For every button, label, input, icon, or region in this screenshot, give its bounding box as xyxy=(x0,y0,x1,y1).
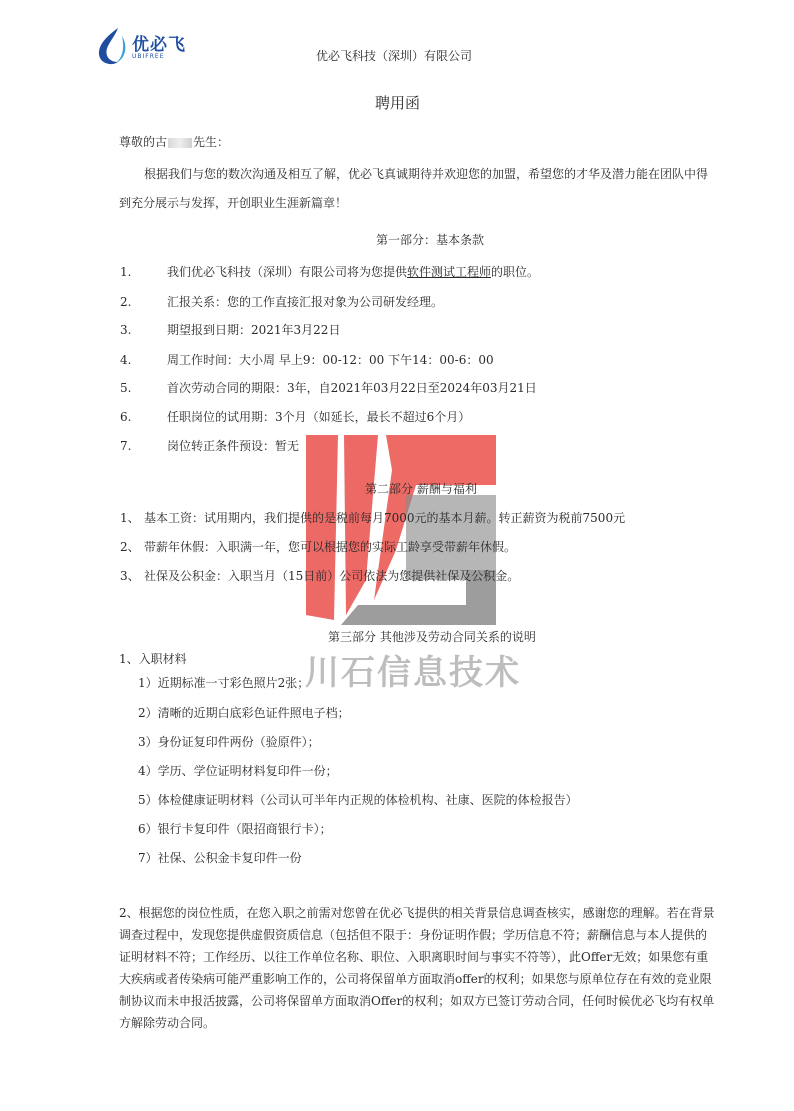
material-item: 7）社保、公积金卡复印件一份 xyxy=(138,851,302,865)
item-number: 1. xyxy=(120,265,132,279)
item-number: 2、 xyxy=(120,540,140,554)
para2-line: 制协议而未申报活披露，公司将保留单方面取消Offer的权利；如双方已签订劳动合同，任何时候优必飞均有权单 xyxy=(119,994,715,1008)
item-text: 任职岗位的试用期：3个月（如延长，最长不超过6个月） xyxy=(167,410,471,424)
part3-heading: 第三部分 其他涉及劳动合同关系的说明 xyxy=(328,630,536,644)
salutation-prefix: 尊敬的古 xyxy=(119,135,168,149)
material-item: 1）近期标准一寸彩色照片2张； xyxy=(138,676,310,690)
redacted-name xyxy=(168,138,192,148)
item-text: 基本工资：试用期内，我们提供的是税前每月7000元的基本月薪。转正薪资为税前7500元 xyxy=(144,511,626,525)
salutation xyxy=(119,134,229,150)
company-logo xyxy=(94,26,194,66)
watermark-text: 川石信息技术 xyxy=(305,653,521,693)
material-item: 5）体检健康证明材料（公司认可半年内正规的体检机构、社康、医院的体检报告） xyxy=(138,793,578,807)
para2-line: 大疾病或者传染病可能严重影响工作的，公司将保留单方面取消offer的权利；如果您与原单位存在有效的竞业限 xyxy=(119,972,712,986)
item-text: 岗位转正条件预设：暂无 xyxy=(167,439,300,453)
salutation-suffix: 先生： xyxy=(193,135,230,149)
item-text-pre: 我们优必飞科技（深圳）有限公司将为您提供 xyxy=(167,265,408,279)
item-number: 5. xyxy=(120,381,132,395)
item-text: 汇报关系：您的工作直接汇报对象为公司研发经理。 xyxy=(167,295,444,309)
item-text: 首次劳动合同的期限：3年，自2021年03月22日至2024年03月21日 xyxy=(167,381,537,395)
material-item: 2）清晰的近期白底彩色证件照电子档； xyxy=(138,706,350,720)
logo-subtext: UBIFREE xyxy=(132,53,165,60)
item-text: 周工作时间：大小周 早上9：00-12：00 下午14：00-6：00 xyxy=(167,353,494,367)
item-number: 4. xyxy=(120,353,132,367)
part1-heading: 第一部分：基本条款 xyxy=(376,233,485,247)
item-number: 3、 xyxy=(120,569,140,583)
item-text-post: 的职位。 xyxy=(491,265,540,279)
item-number: 7. xyxy=(120,439,132,453)
item-text: 带薪年休假：入职满一年，您可以根据您的实际工龄享受带薪年休假。 xyxy=(144,540,517,554)
item-number: 1、 xyxy=(120,511,140,525)
item-number: 3. xyxy=(120,323,132,337)
logo-text: 优必飞 xyxy=(132,35,186,55)
material-item: 6）银行卡复印件（限招商银行卡）； xyxy=(138,822,332,836)
company-header: 优必飞科技（深圳）有限公司 xyxy=(316,49,473,63)
item-text: 期望报到日期：2021年3月22日 xyxy=(167,323,341,337)
watermark-logo-icon xyxy=(296,430,500,630)
job-title: 软件测试工程师 xyxy=(407,265,492,279)
intro-line-2: 到充分展示与发挥，开创职业生涯新篇章！ xyxy=(119,196,348,210)
material-item: 3）身份证复印件两份（验原件）； xyxy=(138,735,320,749)
item-text: 社保及公积金：入职当月（15日前）公司依法为您提供社保及公积金。 xyxy=(144,569,520,583)
para2-line: 调查过程中，发现您提供虚假资质信息（包括但不限于：身份证明作假；学历信息不符；薪酬信息与本人提供的 xyxy=(119,928,708,942)
intro-line-1: 根据我们与您的数次沟通及相互了解，优必飞真诚期待并欢迎您的加盟，希望您的才华及潜力能在团队中得 xyxy=(144,167,709,181)
para2-line: 证明材料不符；工作经历、以往工作单位名称、职位、入职离职时间与事实不符等），此Offer无效；如果您有重 xyxy=(119,950,709,964)
item-number: 2. xyxy=(120,295,132,309)
logo-drop-icon xyxy=(94,26,130,66)
material-item: 4）学历、学位证明材料复印件一份； xyxy=(138,764,338,778)
item-number: 6. xyxy=(120,410,132,424)
part2-heading: 第二部分 薪酬与福利 xyxy=(365,482,477,496)
para2-line: 方解除劳动合同。 xyxy=(119,1016,216,1030)
item-text xyxy=(167,264,539,280)
para2-line: 2、根据您的岗位性质，在您入职之前需对您曾在优必飞提供的相关背景信息调查核实，感谢您的理解。若在背景 xyxy=(119,906,715,920)
page-title: 聘用函 xyxy=(375,94,421,112)
part3-sub1: 1、入职材料 xyxy=(119,652,187,666)
